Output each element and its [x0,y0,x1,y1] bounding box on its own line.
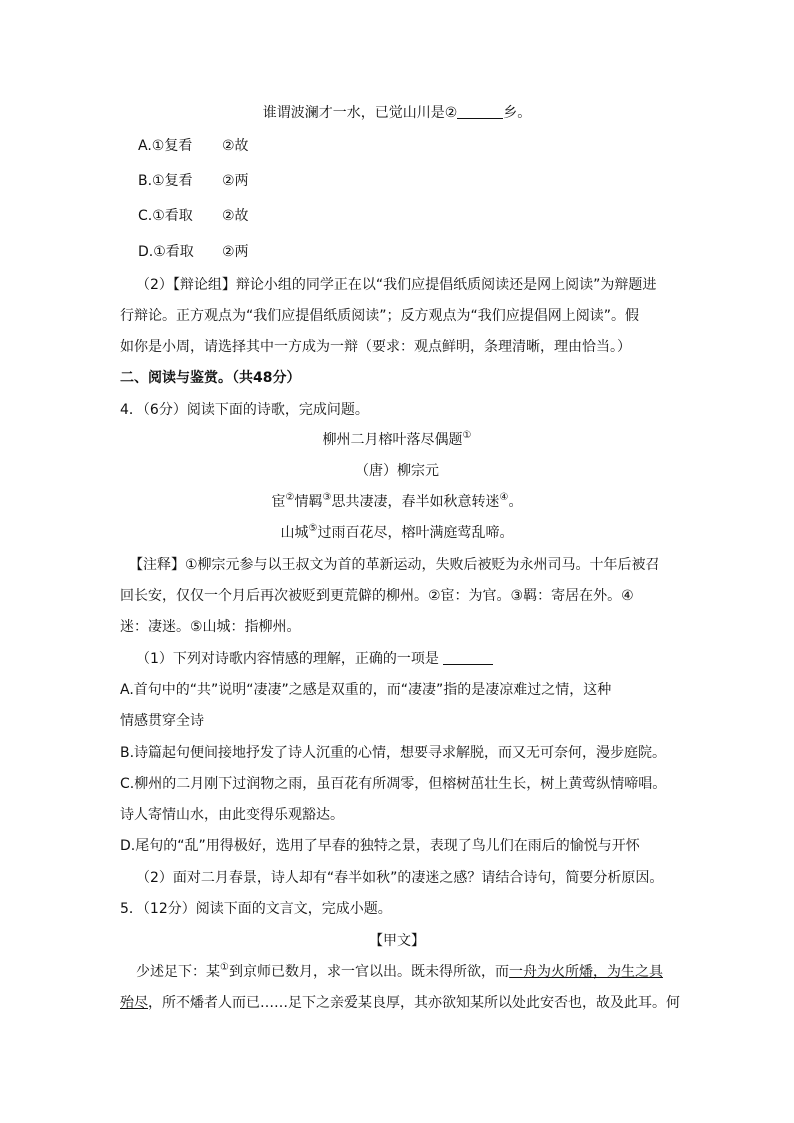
poem-title-text: 柳州二月榕叶落尽偶题 [322,432,463,448]
poem-line-1 [0,493,794,511]
q4-option-c-line2: 诗人寄情山水，由此变得乐观豁达。 [120,807,344,823]
poem-title [0,431,794,449]
poem-line-1-part4: 。 [508,494,523,510]
option-b-part1: B.①复看 [138,173,193,189]
question-4-2: （2）面对二月春景，诗人却有“春半如秋”的凄迷之感？请结合诗句，简要分析原因。 [136,870,664,886]
q4-option-c-line1: C.柳州的二月刚下过润物之雨，虽百花有所凋零，但榕树茁壮生长，树上黄莺纵情啼唱。 [120,776,667,792]
classical-text-line2 [120,994,680,1012]
poem-line-1-part3: 思共凄凄，春半如秋意转迷 [331,494,500,510]
underlined-sentence-end: 殆尽 [120,995,148,1011]
poem-notes-line3: 迷：凄迷。⑤山城：指柳州。 [120,619,301,635]
option-c [138,207,249,225]
option-c-part2: ②故 [222,208,249,224]
poem-notes-line1: 【注释】①柳宗元参与以王叔文为首的革新运动，失败后被贬为永州司马。十年后被召 [129,557,660,573]
option-b-part2: ②两 [222,173,249,189]
footnote-mark: ① [220,962,229,973]
option-b [138,172,249,190]
option-d-part1: D.①看取 [138,244,194,260]
classical-text-part3: ，所不燔者人而已……足下之亲爱某良厚，其亦欲知某所以处此安否也，故及此耳。何 [148,995,680,1011]
poem-author: （唐）柳宗元 [355,463,439,479]
q4-option-d: D.尾句的“乱”用得极好，选用了早春的独特之景，表现了鸟儿们在雨后的愉悦与开怀 [120,838,640,854]
poem-fragment-text: 谁谓波澜才一水，已觉山川是② [262,105,458,121]
question-4-1-text: （1）下列对诗歌内容情感的理解，正确的一项是 [136,651,444,667]
poem-fragment-end: 乡。 [503,105,532,121]
poem-line-2 [0,524,794,542]
q4-option-b: B.诗篇起句便间接地抒发了诗人沉重的心情，想要寻求解脱，而又无可奈何，漫步庭院。 [120,745,667,761]
poem-line-1-part1: 宦 [271,494,286,510]
debate-question-line2: 行辩论。正方观点为“我们应提倡纸质阅读”；反方观点为“我们应提倡网上阅读”。假 [120,308,640,324]
answer-blank [457,104,503,119]
question-5-stem: 5．（12分）阅读下面的文言文，完成小题。 [120,901,392,917]
q4-option-a-line1: A.首句中的“共”说明“凄凄”之感是双重的，而“凄凄”指的是凄凉难过之情，这种 [120,682,612,698]
question-4-stem: 4．（6分）阅读下面的诗歌，完成问题。 [120,402,369,418]
option-a [138,137,249,155]
poem-line-1-part2: 情羁 [294,494,323,510]
classical-text-line1 [136,963,663,981]
section-title: 二、阅读与鉴赏。（共48分） [120,370,301,386]
footnote-mark: ④ [499,492,509,503]
poem-line-2-part2: 过雨百花尽，榕叶满庭莺乱啼。 [317,525,514,541]
question-4-1 [136,650,493,668]
answer-blank [443,650,493,665]
footnote-mark: ⑤ [308,523,318,534]
jiawen-heading: 【甲文】 [369,933,425,949]
poem-title-footnote: ① [462,430,472,441]
debate-question-line3: 如你是小周，请选择其中一方成为一辩（要求：观点鲜明，条理清晰，理由恰当。） [120,339,631,355]
poem-fragment-line [0,104,794,122]
option-d-part2: ②两 [222,244,249,260]
option-c-part1: C.①看取 [138,208,193,224]
footnote-mark: ③ [322,492,332,503]
poem-notes-line2: 回长安，仅仅一个月后再次被贬到更荒僻的柳州。②宦：为官。③羁：寄居在外。④ [120,588,634,604]
classical-text-part2: 到京师已数月，求一官以出。既未得所欲，而 [228,964,509,980]
q4-option-a-line2: 情感贯穿全诗 [120,713,204,729]
footnote-mark: ② [285,492,295,503]
classical-text-part1: 少述足下：某 [136,964,220,980]
poem-line-2-part1: 山城 [280,525,309,541]
option-a-part2: ②故 [222,138,249,154]
option-d [138,243,249,261]
underlined-sentence: 一舟为火所燔，为生之具 [508,964,663,980]
debate-question-line1: （2）【辩论组】辩论小组的同学正在以“我们应提倡纸质阅读还是网上阅读”为辩题进 [136,277,657,293]
option-a-part1: A.①复看 [138,138,193,154]
